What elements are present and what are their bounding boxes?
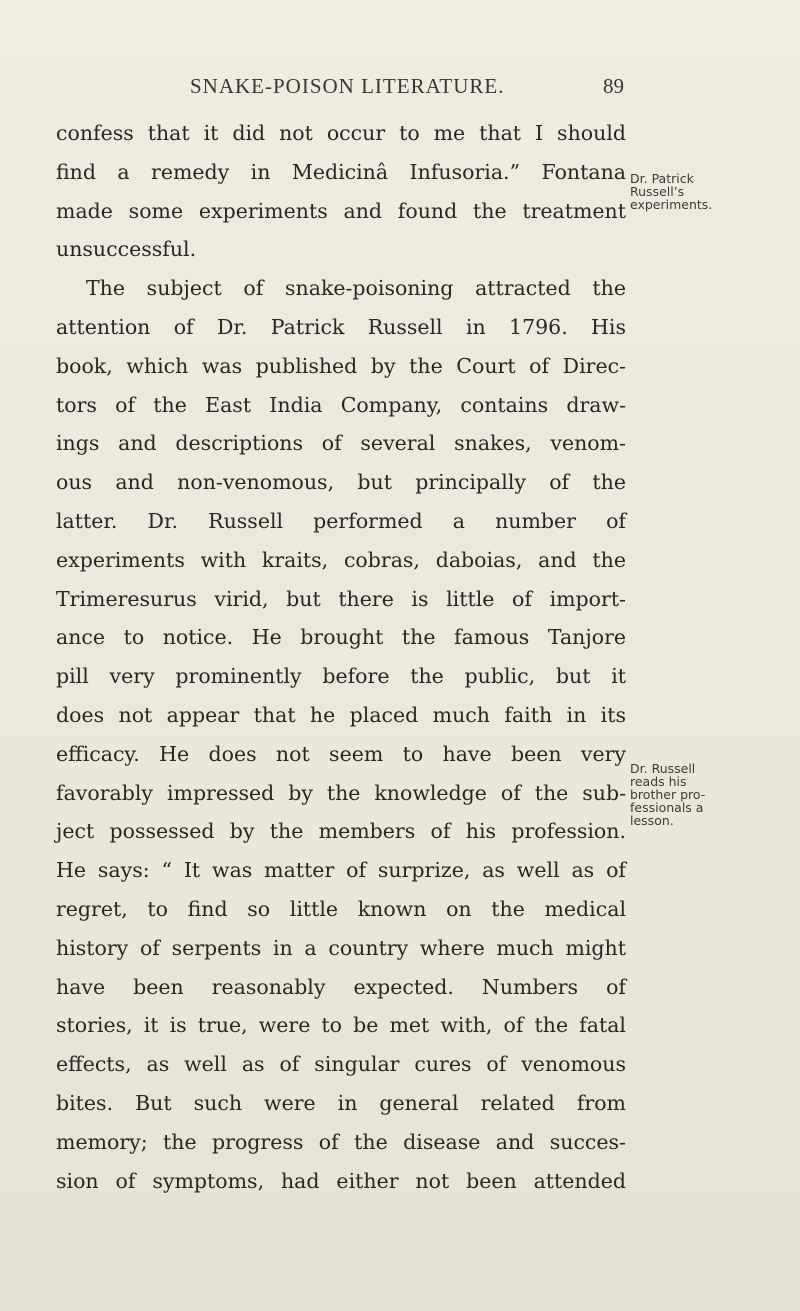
text-line: ance to notice. He brought the famous Tanjore	[56, 625, 626, 650]
text-line: experiments with kraits, cobras, daboias, and the	[56, 547, 626, 572]
margin-note-line: fessionals a	[630, 800, 704, 815]
running-title: SNAKE-POISON LITERATURE.	[190, 74, 505, 98]
text-line: tors of the East India Company, contains draw-	[56, 392, 626, 417]
text-line: confess that it did not occur to me that I should	[56, 121, 626, 145]
text-line: favorably impressed by the knowledge of the sub-	[56, 780, 626, 805]
text-line: book, which was published by the Court of Direc-	[56, 353, 626, 378]
text-line: unsuccessful.	[56, 237, 197, 262]
margin-note-russell-lesson	[630, 762, 800, 827]
page-number: 89	[603, 74, 624, 98]
margin-note-line: Dr. Patrick	[630, 171, 694, 186]
margin-note-line: reads his	[630, 774, 687, 789]
margin-note-line: Russell’s	[630, 184, 685, 199]
body-text	[56, 114, 626, 1200]
margin-note-line: experiments.	[630, 197, 713, 212]
text-line: find a remedy in Medicinâ Infusoria.” Fontana	[56, 159, 626, 184]
text-line: Trimeresurus virid, but there is little of import-	[56, 586, 626, 611]
margin-note-line: lesson.	[630, 813, 674, 828]
text-line: pill very prominently before the public, but it	[56, 664, 626, 689]
text-line: efficacy. He does not seem to have been very	[56, 741, 626, 766]
text-line: have been reasonably expected. Numbers of	[56, 974, 626, 999]
text-line: ings and descriptions of several snakes, venom-	[56, 431, 626, 456]
text-line: latter. Dr. Russell performed a number of	[56, 508, 626, 533]
text-line: sion of symptoms, had either not been attended	[56, 1168, 626, 1193]
text-line: He says: “ It was matter of surprize, as well as of	[56, 858, 626, 883]
text-line: bites. But such were in general related from	[56, 1090, 626, 1115]
text-line: effects, as well as of singular cures of venomous	[56, 1052, 626, 1077]
margin-note-line: brother pro-	[630, 787, 706, 802]
text-line: ous and non-venomous, but principally of the	[56, 470, 626, 495]
margin-note-russell-experiments	[630, 172, 800, 211]
margin-note-line: Dr. Russell	[630, 761, 696, 776]
text-line: stories, it is true, were to be met with, of the fatal	[56, 1013, 626, 1038]
text-line: memory; the progress of the disease and succes-	[56, 1129, 626, 1154]
text-line: The subject of snake-poisoning attracted the	[86, 276, 626, 301]
text-line: history of serpents in a country where much might	[56, 935, 626, 960]
text-line: ject possessed by the members of his profession.	[56, 819, 626, 844]
text-line: does not appear that he placed much faith in its	[56, 702, 626, 727]
text-line: attention of Dr. Patrick Russell in 1796. His	[56, 314, 626, 339]
text-line: regret, to find so little known on the medical	[56, 896, 626, 921]
text-line: made some experiments and found the treatment	[56, 198, 626, 223]
